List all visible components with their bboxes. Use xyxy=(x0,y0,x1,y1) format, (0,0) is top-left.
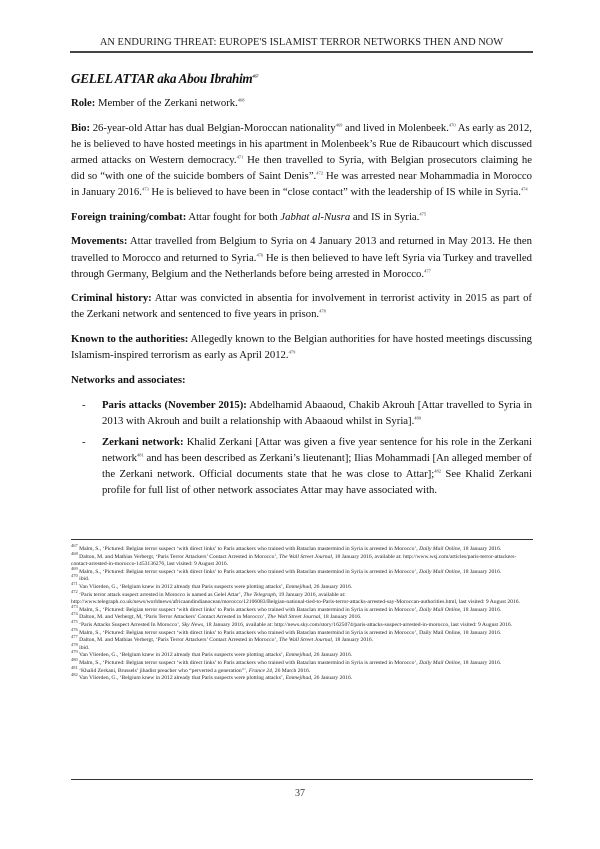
footnote-text: , 26 January 2016. xyxy=(311,652,353,659)
footnote-text: , 26 March 2016. xyxy=(271,667,311,674)
bio-text: As early as 2012, he is believed to have hosted meetings in his apartment in Molenbeek’s Rue de Ribaucourt which discussed armed attacks on Western democracy. xyxy=(71,121,532,166)
footnote-number: 470 xyxy=(71,573,78,579)
footnote-source: Emmejihad xyxy=(285,675,312,682)
footnote xyxy=(71,565,533,577)
footnote xyxy=(71,634,533,645)
footnote-text: ‘Paris terror attack suspect arrested in Morocco is named as Gelel Attar’, xyxy=(77,591,244,598)
footnote-number: 482 xyxy=(71,672,78,678)
footnote-number: 473 xyxy=(71,603,78,609)
bio-text: He then travelled to Syria, with Belgian prosecutors claiming he did so “with one of the suicide bombers of Saint Denis”. xyxy=(71,153,532,182)
footnote-text: , 18 January 2016. xyxy=(331,637,374,644)
training-label: Foreign training/combat: xyxy=(71,210,187,223)
footnote xyxy=(71,543,533,554)
bio-text: He is believed to have been in “close contact” with the leadership of IS while in Syria. xyxy=(148,186,521,199)
known-text: Allegedly known to the Belgian authorities for have hosted meetings discussing Islamism-inspired terrorism as early as April 2012. xyxy=(71,333,533,362)
footnote-source: France 24 xyxy=(248,667,272,674)
footnote-ref[interactable]: 482 xyxy=(434,468,442,474)
footnote-text: , 18 January 2016. xyxy=(320,614,362,621)
footnote-source: Emmejihad xyxy=(285,652,312,659)
footnote-text: Dalton, M. and Mathias Verbergt, ‘Paris Terror Attackers’ Contact Arrested in Morocco’, xyxy=(77,553,280,560)
bio-text: 26-year-old Attar has dual Belgian-Moroccan nationality xyxy=(90,121,336,134)
footnotes xyxy=(71,543,533,683)
footnote-ref[interactable]: 480 xyxy=(414,415,422,421)
footnote-text: ‘Paris Attacks Suspect Arrested In Morocco’, xyxy=(77,621,182,628)
training-paragraph xyxy=(71,209,532,225)
footnote-text: , 18 January 2016, available at: http://news.sky.com/story/1625074/paris-attacks-suspect-arrested-in-morocco, last visited: 9 August 2016. xyxy=(203,621,513,628)
item-text: and has been described as Zerkani’s lieutenant]; Ilias Mohammadi [An alleged member of the Zerkani network. Official documents state that he was close to Attar]; xyxy=(102,451,532,480)
footnote-text: , 18 January 2016. xyxy=(460,606,502,613)
list-item xyxy=(71,434,532,498)
item-text: Khalid Zerkani [Attar was given a five year sentence for his role in the Zerkani network xyxy=(102,435,532,464)
footnote-number: 476 xyxy=(71,626,78,632)
item-text: Abdelhamid Abaaoud, Chakib Akrouh [Attar travelled to Syria in 2013 with Akrouh and built a relationship with Abaaoud whilst in Syria]. xyxy=(102,398,532,427)
footnote-ref[interactable]: 478 xyxy=(319,308,326,314)
footnote-source: Daily Mail Online xyxy=(419,546,461,552)
footnote-text: ‘Khalid Zerkani, Brussels’ jihadist preacher who “perverted a generation”’, xyxy=(77,667,249,674)
footnote-ref[interactable]: 468 xyxy=(237,97,245,103)
networks-list xyxy=(71,397,532,499)
footnote xyxy=(71,550,533,569)
footnote-source: The Wall Street Journal xyxy=(267,614,321,621)
footnote-ref[interactable]: 470 xyxy=(448,122,456,128)
networks-heading xyxy=(71,372,532,388)
group-name: Jabhat al-Nusra xyxy=(280,210,351,223)
training-text: Attar fought for both xyxy=(186,210,281,223)
footnote-number: 478 xyxy=(71,641,78,647)
footnote-ref[interactable]: 481 xyxy=(137,452,144,458)
footnote-text: Malm, S., ‘Pictured: Belgian terror suspect ‘with direct links’ to Paris attackers who trained with Bataclan mastermind in Syria is arrested in Morocco’, xyxy=(77,546,420,552)
footnote-source: The Telegraph xyxy=(243,591,276,598)
footnote-number: 472 xyxy=(71,588,78,594)
footnote-number: 469 xyxy=(71,565,78,571)
footnote xyxy=(71,619,533,630)
footnote-text: , 19 January 2016, available at: http://www.telegraph.co.uk/news/worldnews/africaandindianocean/morocco/12106083/Belgian-national-tied-to-Paris-terror-attacks-arrested-say-Moroccan-authorities.html, last visited: 9 August 2016. xyxy=(71,591,520,606)
known-paragraph xyxy=(71,331,532,363)
footnote-text: Van Vlierden, G., ‘Belgium knew in 2012 already that Paris suspects were plotting attacks’, xyxy=(77,675,286,682)
footnote-text: Malm, S., ‘Pictured: Belgian terror suspect ‘with direct links’ to Paris attackers who trained with Bataclan mastermind in Syria is arrested in Morocco’, xyxy=(77,659,420,666)
footnote-ref[interactable]: 474 xyxy=(520,186,528,192)
item-text: See Khalid Zerkani profile for full list of other network associates Attar may have associated with. xyxy=(102,467,532,497)
role-text: Member of the Zerkani network. xyxy=(95,97,238,109)
footnote-source: Daily Mail Online xyxy=(419,659,461,666)
footnote-text: Malm, S., ‘Pictured: Belgian terror suspect ‘with direct links’ to Paris attackers who trained with Bataclan mastermind in Syria is arrested in Morocco’, Daily Mail Online, 18 January 2016. xyxy=(77,629,502,636)
footnote-text: , 18 January 2016. xyxy=(460,568,502,575)
footnote-number: 475 xyxy=(71,619,78,625)
movements-label: Movements: xyxy=(71,235,128,248)
criminal-paragraph xyxy=(71,290,532,322)
bullet-dash: - xyxy=(82,398,86,411)
bio-paragraph xyxy=(71,120,532,200)
footnote-number: 480 xyxy=(71,657,78,663)
bullet-dash: - xyxy=(82,435,86,448)
footnote-ref[interactable]: 472 xyxy=(316,170,323,176)
movements-paragraph xyxy=(71,233,532,281)
footer-rule xyxy=(71,779,533,780)
movements-text: Attar travelled from Belgium to Syria on 4 January 2013 and returned in May 2013. He then travelled to Morocco and returned to Syria. xyxy=(71,235,532,264)
criminal-text: Attar was convicted in absentia for involvement in terrorist activity in 2015 as part of the Zerkani network and sentenced to five years in prison. xyxy=(71,292,532,321)
footnote-number: 467 xyxy=(71,543,78,549)
known-label: Known to the authorities: xyxy=(71,333,189,346)
bio-label: Bio: xyxy=(71,121,91,134)
profile-body xyxy=(71,95,532,503)
running-header: AN ENDURING THREAT: EUROPE'S ISLAMIST TERROR NETWORKS THEN AND NOW xyxy=(99,37,504,48)
footnote-number: 477 xyxy=(71,634,78,640)
footnote-text: ibid. xyxy=(77,576,90,583)
role-label: Role: xyxy=(71,97,96,109)
footnote-text: , 26 January 2016. xyxy=(311,583,353,590)
list-item xyxy=(71,397,532,429)
footnote xyxy=(71,672,533,683)
footnote-text: Van Vlierden, G., ‘Belgium knew in 2012 already that Paris suspects were plotting attacks’, xyxy=(77,583,286,590)
footnote-source: Emmejihad xyxy=(285,583,312,590)
footnote-number: 468 xyxy=(71,550,78,556)
footnote-number: 479 xyxy=(71,649,78,655)
profile-title xyxy=(71,71,258,87)
footnote xyxy=(71,626,533,638)
footnote-source: Daily Mail Online xyxy=(419,568,461,575)
footnote-text: Dalton, M. and Mathias Verbergt, ‘Paris Terror Attackers’ Contact Arrested in Morocco’, xyxy=(77,637,280,644)
footnote-ref[interactable]: 476 xyxy=(256,251,264,257)
footnote-ref[interactable]: 475 xyxy=(419,211,427,217)
bio-text: He was arrested near Mohammadia in Morocco in January 2016. xyxy=(71,169,532,199)
footnote xyxy=(71,664,533,676)
footnote-source: The Wall Street Journal xyxy=(279,637,332,644)
footnote-text: , 18 January 2016. xyxy=(460,659,502,666)
footnote-source: Sky News xyxy=(181,621,204,628)
item-label: Zerkani network: xyxy=(102,435,184,448)
footnote xyxy=(71,657,533,668)
footnote-text: Malm, S., ‘Pictured: Belgian terror suspect ‘with direct links’ to Paris attackers who trained with Bataclan mastermind in Syria is arrested in Morocco’, xyxy=(77,568,420,575)
footnote xyxy=(71,588,533,607)
role-paragraph xyxy=(71,95,532,111)
movements-text: He is then believed to have left Syria via Turkey and travelled through Germany, Belgium and the Netherlands before being arrested in Morocco. xyxy=(71,251,532,280)
footnote-source: The Wall Street Journal xyxy=(279,553,332,560)
footnote-separator xyxy=(71,539,533,540)
footnote-ref[interactable]: 477 xyxy=(424,268,431,274)
footnote-number: 471 xyxy=(71,581,78,587)
networks-label: Networks and associates: xyxy=(71,373,186,386)
footnote-text: , 18 January 2016, available at: http://www.wsj.com/articles/paris-terror-attackers-contact-arrested-in-morocco-1453136276, last visited: 9 August 2016. xyxy=(71,553,517,568)
training-text: and IS in Syria. xyxy=(350,210,420,223)
footnote-ref[interactable]: 479 xyxy=(288,349,296,355)
header-rule xyxy=(70,51,533,53)
item-label: Paris attacks (November 2015): xyxy=(102,398,247,411)
footnote-text: Dalton, M. and Verbergt, M, ‘Paris Terror Attackers’ Contact Arrested in Morocco’, xyxy=(77,614,268,621)
footnote-number: 481 xyxy=(71,664,78,670)
footnote-text: Malm, S., ‘Pictured: Belgian terror suspect ‘with direct links’ to Paris attackers who trained with Bataclan mastermind in Syria is arrested in Morocco’, xyxy=(77,606,420,613)
footnote-ref[interactable]: 473 xyxy=(141,186,149,192)
footnote-text: , 26 January 2016. xyxy=(311,675,353,682)
footnote-ref[interactable]: 471 xyxy=(236,154,244,160)
footnote-text: , 18 January 2016. xyxy=(460,546,502,552)
bio-text: and lived in Molenbeek. xyxy=(342,121,449,134)
page-number: 37 xyxy=(295,788,305,799)
footnote-number: 474 xyxy=(71,611,78,617)
footnote-source: Daily Mail Online xyxy=(419,606,461,613)
criminal-label: Criminal history: xyxy=(71,292,152,305)
footnote xyxy=(71,581,533,592)
footnote-text: ibid. xyxy=(77,644,90,651)
footnote-text: Van Vlierden, G., ‘Belgium knew in 2012 already that Paris suspects were plotting attacks’, xyxy=(77,652,286,659)
footnote-ref[interactable]: 469 xyxy=(335,122,343,128)
footnote-ref[interactable]: 467 xyxy=(252,73,259,79)
profile-name: GELEL ATTAR aka Abou Ibrahim xyxy=(71,71,253,86)
